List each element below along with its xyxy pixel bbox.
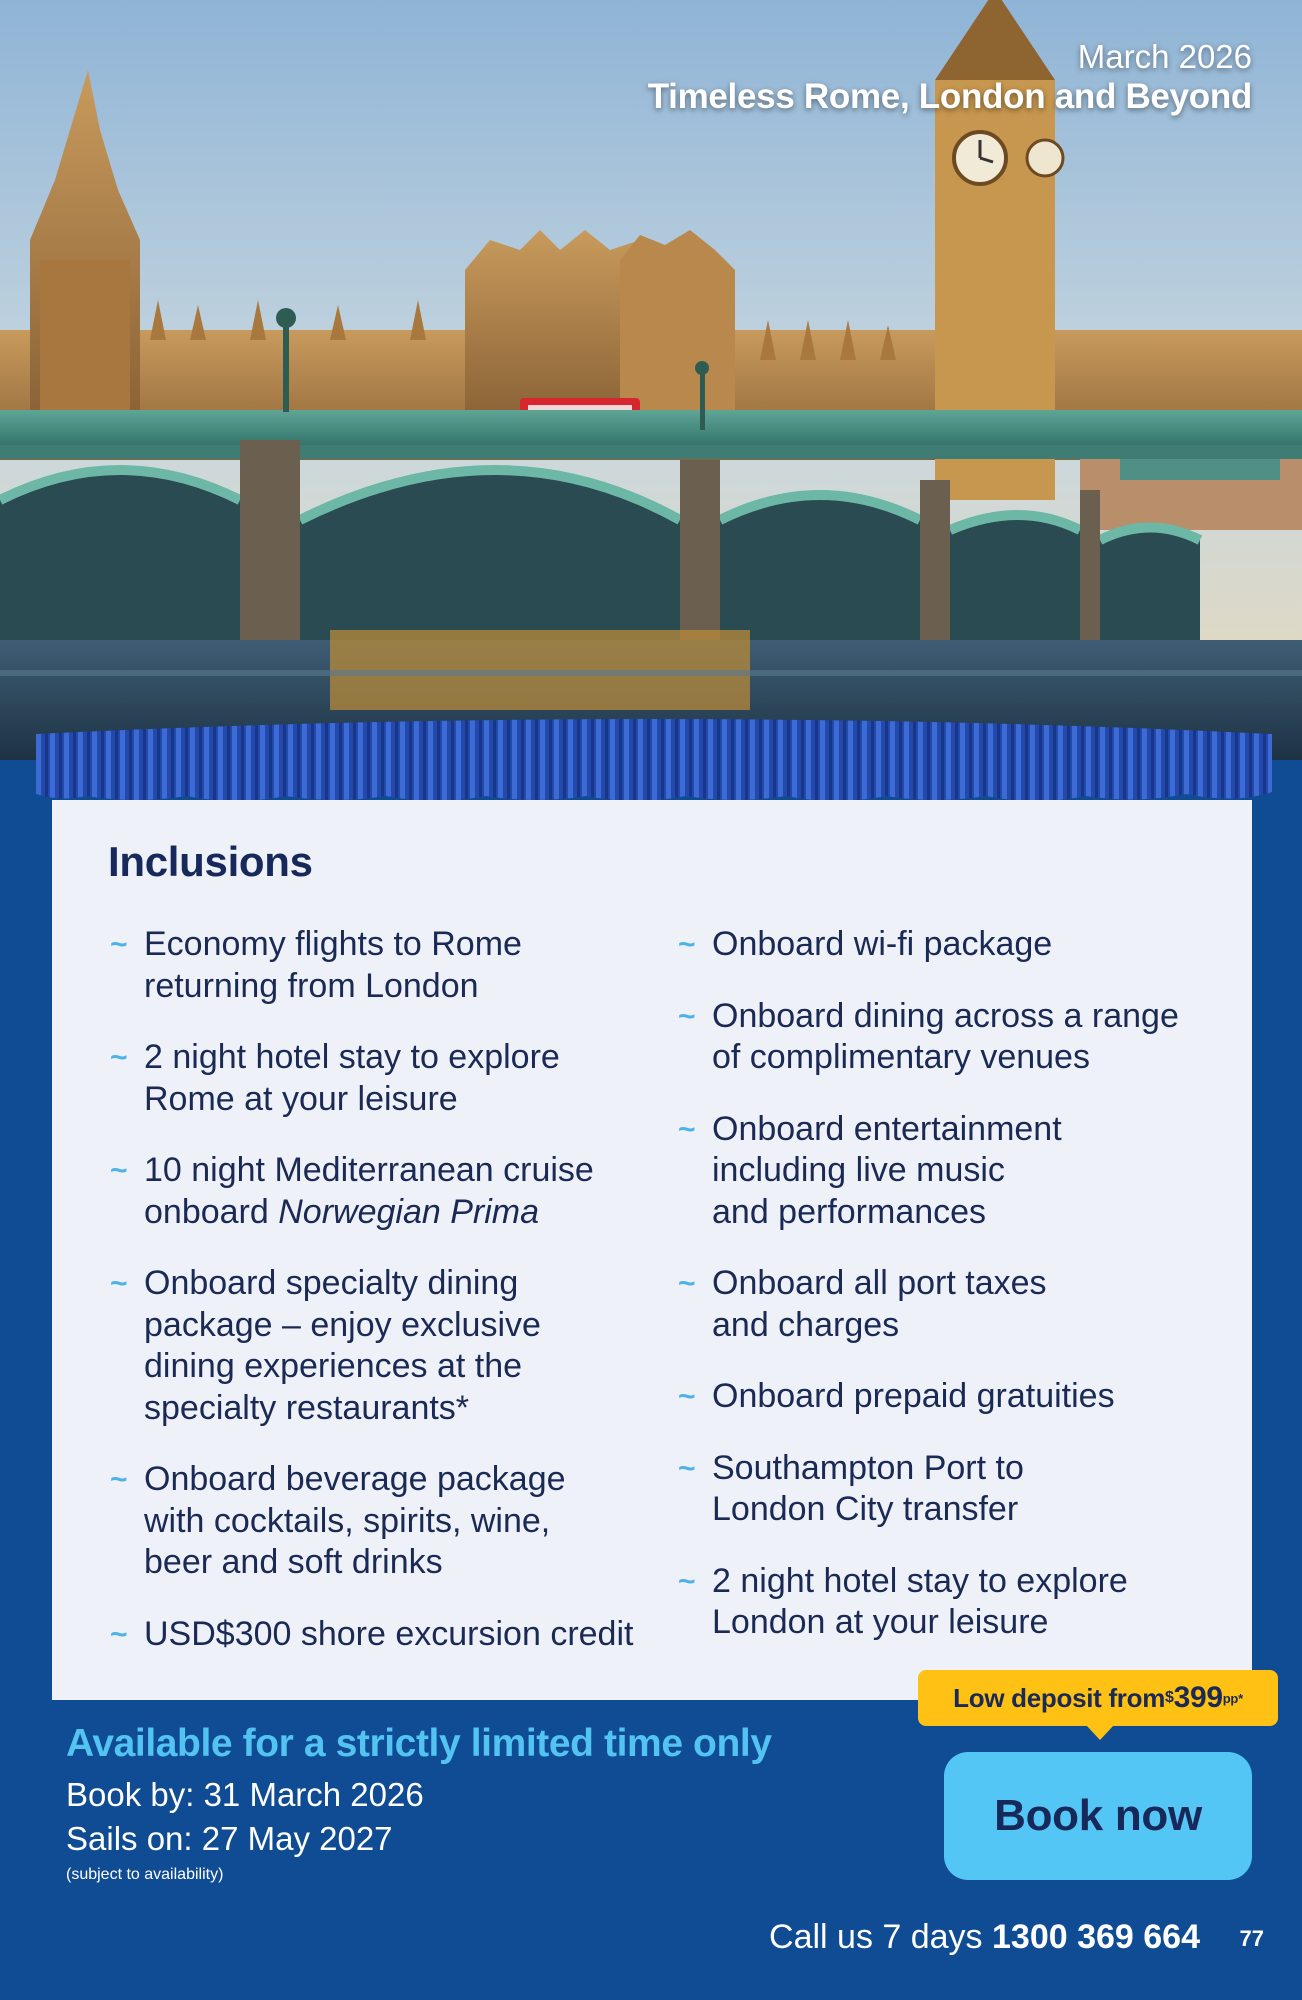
inclusion-item <box>676 1376 1236 1418</box>
curtain-decoration <box>36 704 1272 808</box>
inclusion-text: Onboard wi-fi package <box>712 925 1053 963</box>
tilde-bullet-icon: ~ <box>678 999 696 1033</box>
inclusion-text: 2 night hotel stay to explore London at your leisure <box>712 1561 1128 1641</box>
call-us-prefix: Call us 7 days <box>769 1918 993 1956</box>
trip-title: Timeless Rome, London and Beyond <box>647 76 1252 116</box>
availability-note: (subject to availability) <box>66 1866 224 1883</box>
tilde-bullet-icon: ~ <box>110 1267 128 1300</box>
inclusion-text: 2 night hotel stay to explore Rome at your leisure <box>144 1038 560 1118</box>
book-by-date: Book by: 31 March 2026 <box>66 1776 424 1813</box>
inclusion-item <box>108 1263 668 1429</box>
inclusion-item <box>108 1459 668 1584</box>
tilde-bullet-icon: ~ <box>110 1154 128 1187</box>
call-us-line <box>769 1918 1200 1957</box>
tilde-bullet-icon: ~ <box>110 1617 128 1651</box>
tilde-bullet-icon: ~ <box>678 1564 696 1598</box>
hero-photo <box>0 0 1302 760</box>
inclusion-text: Onboard prepaid gratuities <box>712 1377 1115 1415</box>
sails-on-date: Sails on: 27 May 2027 <box>66 1820 393 1857</box>
inclusion-text: Onboard dining across a range of complimentary venues <box>712 996 1179 1076</box>
inclusion-text: Onboard entertainment including live music and performances <box>712 1109 1062 1231</box>
inclusion-item <box>676 1448 1236 1531</box>
inclusion-item <box>108 1614 668 1656</box>
inclusion-item <box>108 924 668 1007</box>
trip-date: March 2026 <box>1077 38 1252 75</box>
deposit-badge <box>918 1670 1278 1726</box>
inclusions-left-column <box>108 924 668 1685</box>
inclusions-right-column <box>676 924 1236 1674</box>
hero-caption <box>648 38 1252 118</box>
inclusion-text: Onboard beverage package with cocktails, spirits, wine, beer and soft drinks <box>144 1460 566 1581</box>
tilde-bullet-icon: ~ <box>678 1267 696 1300</box>
inclusion-item <box>676 924 1236 966</box>
phone-number[interactable]: 1300 369 664 <box>992 1918 1200 1956</box>
page-number: 77 <box>1239 1926 1264 1951</box>
book-now-button[interactable]: Book now <box>944 1752 1252 1880</box>
tilde-bullet-icon: ~ <box>110 1463 128 1496</box>
tilde-bullet-icon: ~ <box>678 1380 696 1413</box>
inclusion-text: Onboard specialty dining package – enjoy exclusive dining experiences at the specialty restaurants* <box>144 1264 541 1427</box>
deposit-label: Low deposit from <box>953 1682 1166 1713</box>
inclusions-card <box>52 800 1252 1700</box>
tilde-bullet-icon: ~ <box>678 928 696 961</box>
tilde-bullet-icon: ~ <box>678 1112 696 1146</box>
tilde-bullet-icon: ~ <box>110 1041 128 1074</box>
inclusion-text: USD$300 shore excursion credit <box>144 1614 634 1653</box>
inclusion-text: Southampton Port to London City transfer <box>712 1448 1024 1528</box>
inclusion-text <box>144 1151 594 1231</box>
inclusion-text-plain: 10 night Mediterranean cruise onboard <box>144 1151 594 1231</box>
inclusion-text: Economy flights to Rome returning from London <box>144 925 522 1005</box>
deposit-suffix: pp* <box>1222 1690 1243 1706</box>
inclusion-item <box>676 1263 1236 1346</box>
tilde-bullet-icon: ~ <box>678 1451 696 1485</box>
inclusion-item <box>108 1150 668 1233</box>
ship-name: Norwegian Prima <box>278 1192 539 1231</box>
deposit-amount: 399 <box>1173 1681 1223 1714</box>
inclusion-item <box>108 1037 668 1120</box>
inclusion-item <box>676 1561 1236 1644</box>
inclusion-text: Onboard all port taxes and charges <box>712 1264 1047 1344</box>
inclusion-item <box>676 996 1236 1079</box>
inclusion-item <box>676 1109 1236 1234</box>
availability-headline: Available for a strictly limited time only <box>66 1722 772 1765</box>
inclusions-heading: Inclusions <box>108 838 313 885</box>
deposit-currency: $ <box>1165 1689 1174 1706</box>
tilde-bullet-icon: ~ <box>110 928 128 961</box>
